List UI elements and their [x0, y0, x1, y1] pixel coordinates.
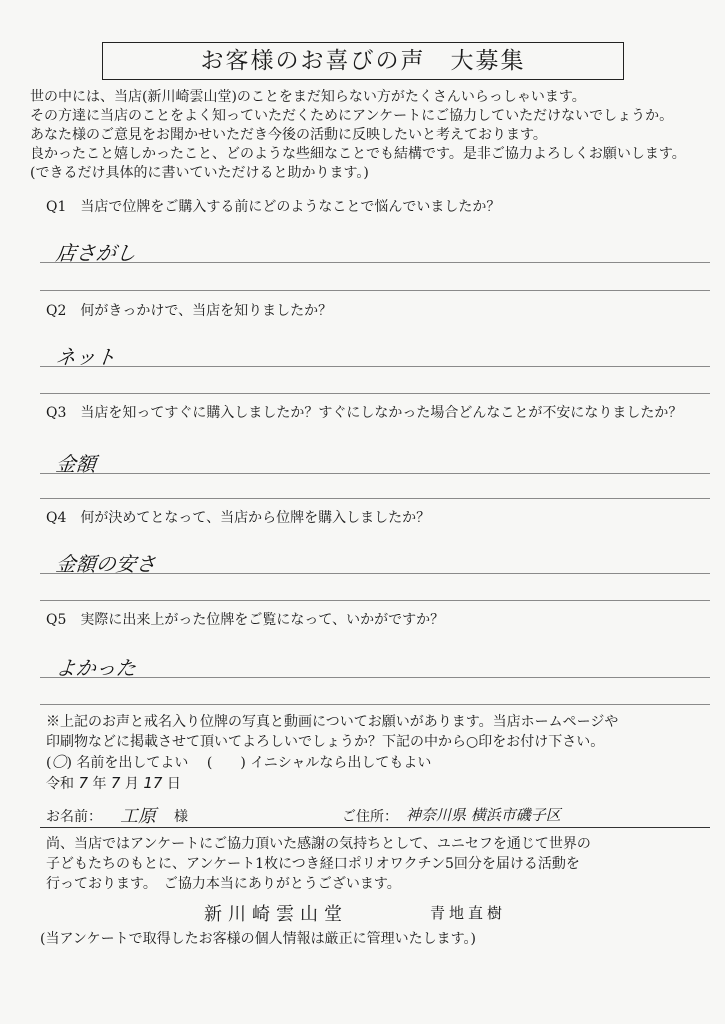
- name-option-mark[interactable]: 〇: [51, 753, 67, 771]
- address-label: ご住所：: [342, 809, 398, 825]
- question-1: Q1 当店で位牌をご購入する前にどのようなことで悩んでいましたか？: [46, 199, 501, 215]
- answer-line: [40, 600, 710, 601]
- initial-option-label: イニシャルなら出してもよい: [250, 755, 432, 771]
- answer-line: [40, 498, 710, 499]
- answer-line: [40, 262, 710, 263]
- question-2: Q2 何がきっかけで、当店を知りましたか？: [46, 303, 333, 319]
- date-year[interactable]: 7: [78, 774, 88, 792]
- page-title: お客様のお喜びの声 大募集: [102, 42, 624, 80]
- date-month-unit: 月: [124, 776, 139, 792]
- answer-line: [40, 573, 710, 574]
- name-label: お名前：: [46, 809, 102, 825]
- date-year-unit: 年: [92, 776, 107, 792]
- closing-line: 子どもたちのもとに、アンケート1枚につき経口ポリオワクチン5回分を届ける活動を: [46, 856, 580, 872]
- intro-text: [30, 88, 710, 183]
- answer-5[interactable]: よかった: [54, 656, 138, 680]
- staff-name: 青地直樹: [430, 904, 507, 922]
- intro-line: 世の中には、当店(新川崎雲山堂)のことをまだ知らない方がたくさんいらっしゃいます。: [30, 89, 586, 105]
- date-day[interactable]: 17: [143, 774, 163, 792]
- privacy-note: (当アンケートで取得したお客様の個人情報は厳正に管理いたします。): [40, 931, 476, 947]
- closing-line: 尚、当店ではアンケートにご協力頂いた感謝の気持ちとして、ユニセフを通じて世界の: [46, 836, 591, 852]
- answer-line: [40, 704, 710, 705]
- question-5: Q5 実際に出来上がった位牌をご覧になって、いかがですか？: [46, 612, 445, 628]
- intro-line: その方達に当店のことをよく知っていただくためにアンケートにご協力していただけないでしょうか。: [30, 108, 674, 124]
- answer-line: [40, 366, 710, 367]
- note-line: 印刷物などに掲載させて頂いてよろしいでしょうか？下記の中から○印をお付け下さい。: [46, 734, 605, 750]
- shop-name: 新川崎雲山堂: [204, 904, 348, 925]
- question-4: Q4 何が決めてとなって、当店から位牌を購入しましたか？: [46, 510, 431, 526]
- honorific: 様: [174, 809, 188, 825]
- answer-1[interactable]: 店さがし: [54, 241, 138, 265]
- consent-options: (〇) 名前を出してよい ( ) イニシャルなら出してもよい: [46, 753, 432, 771]
- answer-line: [40, 393, 710, 394]
- answer-3[interactable]: 金額: [54, 452, 98, 476]
- note-line: ※上記のお声と戒名入り位牌の写真と動画についてお願いがあります。当店ホームページや: [46, 714, 619, 730]
- answer-2[interactable]: ネット: [54, 345, 118, 369]
- closing-line: 行っております。 ご協力本当にありがとうございます。: [46, 876, 401, 892]
- intro-line: (できるだけ具体的に書いていただけると助かります。): [30, 165, 369, 181]
- answer-line: [40, 677, 710, 678]
- date-era: 令和: [46, 776, 74, 792]
- closing-text: [46, 834, 706, 894]
- intro-line: 良かったこと嬉しかったこと、どのような些細なことでも結構です。是非ご協力よろしくお願いします。: [30, 146, 686, 162]
- date-month[interactable]: 7: [110, 774, 121, 792]
- customer-row: [40, 804, 710, 828]
- question-3: Q3 当店を知ってすぐに購入しましたか？すぐにしなかった場合どんなことが不安になりましたか？: [46, 405, 683, 421]
- customer-address[interactable]: 神奈川県 横浜市磯子区: [406, 806, 561, 824]
- intro-line: あなた様のご意見をお聞かせいただき今後の活動に反映したいと考えております。: [30, 127, 547, 143]
- date-day-unit: 日: [166, 776, 181, 792]
- answer-line: [40, 290, 710, 291]
- name-option-label: 名前を出してよい: [76, 755, 189, 771]
- signature-line: [40, 827, 710, 828]
- answer-4[interactable]: 金額の安さ: [54, 552, 158, 576]
- answer-line: [40, 473, 710, 474]
- consent-note: [46, 712, 706, 794]
- date-line: [46, 773, 706, 794]
- customer-name[interactable]: 工原: [120, 806, 156, 827]
